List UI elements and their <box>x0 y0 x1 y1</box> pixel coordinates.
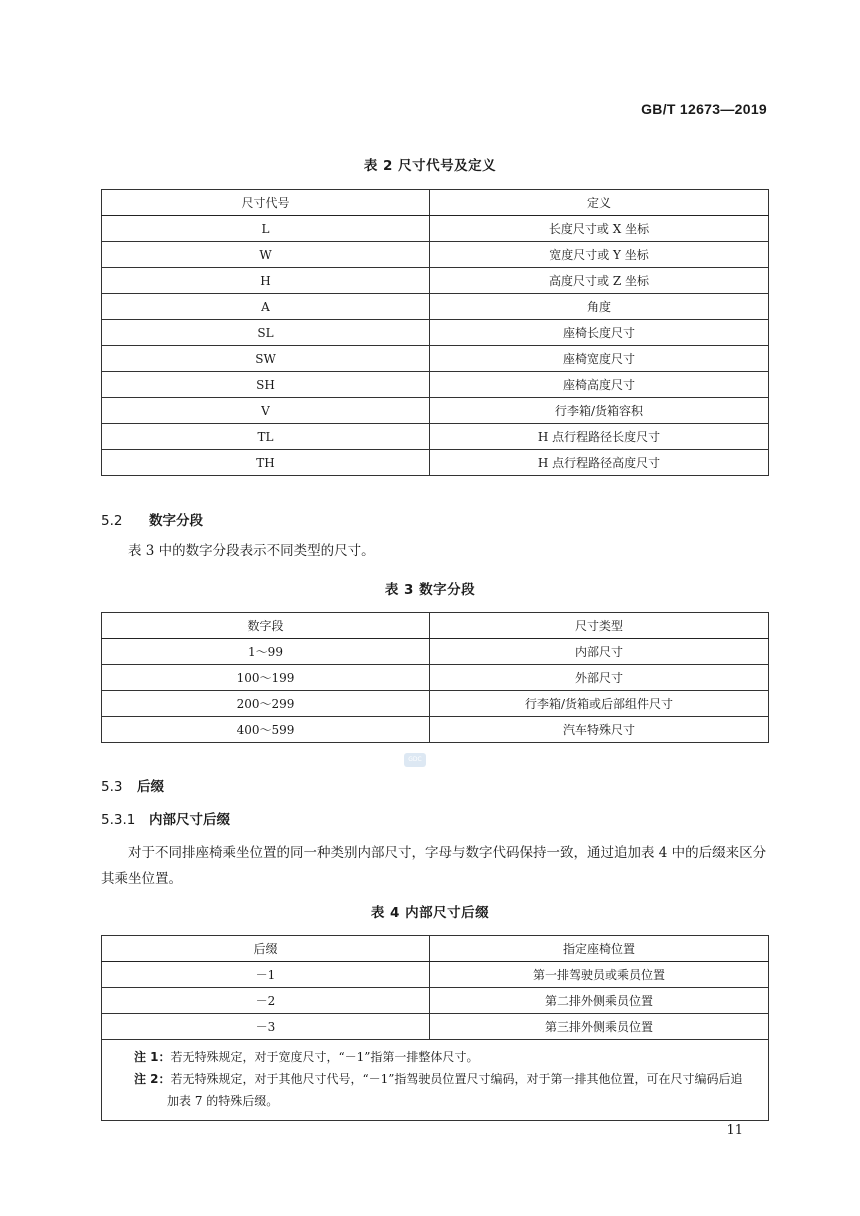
table2-code: W <box>102 242 430 268</box>
table2-code: TH <box>102 450 430 476</box>
table2-code: V <box>102 398 430 424</box>
table2-definition: 座椅高度尺寸 <box>430 372 769 398</box>
table3-segment: 1～99 <box>102 639 430 665</box>
section-5-3-1-heading <box>101 808 230 828</box>
table2-definition: H 点行程路径高度尺寸 <box>430 450 769 476</box>
table4-position: 第三排外侧乘员位置 <box>430 1014 769 1040</box>
table-row <box>102 216 769 242</box>
table-row <box>102 372 769 398</box>
table2-code: TL <box>102 424 430 450</box>
table3-header-type: 尺寸类型 <box>430 613 769 639</box>
table-row <box>102 962 769 988</box>
table3-segment: 200～299 <box>102 691 430 717</box>
table-row <box>102 988 769 1014</box>
section-number: 5.2 <box>101 513 123 529</box>
table2-code: H <box>102 268 430 294</box>
table2-definition: 座椅长度尺寸 <box>430 320 769 346</box>
table4-caption: 表 4 内部尺寸后缀 <box>370 905 490 921</box>
table3-header-segment: 数字段 <box>102 613 430 639</box>
table-row <box>102 242 769 268</box>
table4-note-1 <box>134 1046 758 1068</box>
table-row <box>102 717 769 743</box>
note-continuation: 加表 7 的特殊后缀。 <box>167 1094 279 1108</box>
table4-suffix: －2 <box>102 988 430 1014</box>
table2-definition: 座椅宽度尺寸 <box>430 346 769 372</box>
table2-definition: 角度 <box>430 294 769 320</box>
table-row <box>102 450 769 476</box>
table4-notes <box>102 1040 769 1121</box>
table3-type: 内部尺寸 <box>430 639 769 665</box>
table2-definition: 宽度尺寸或 Y 坐标 <box>430 242 769 268</box>
table-row <box>102 320 769 346</box>
section-title: 数字分段 <box>149 513 203 529</box>
page-number: 11 <box>726 1123 743 1138</box>
note-text: 若无特殊规定，对于宽度尺寸，“－1”指第一排整体尺寸。 <box>170 1050 479 1064</box>
table2-code: SW <box>102 346 430 372</box>
table2-definition: 行李箱/货箱容积 <box>430 398 769 424</box>
table4-position: 第一排驾驶员或乘员位置 <box>430 962 769 988</box>
standard-code: GB/T 12673—2019 <box>641 101 767 117</box>
note-text: 若无特殊规定，对于其他尺寸代号，“－1”指驾驶员位置尺寸编码，对于第一排其他位置，可在尺寸编码后追 <box>170 1072 743 1086</box>
table3-header-row <box>102 613 769 639</box>
table2-code: SL <box>102 320 430 346</box>
table4-position: 第二排外侧乘员位置 <box>430 988 769 1014</box>
section-5-2-heading <box>101 509 203 529</box>
note-label: 注 2： <box>134 1072 171 1086</box>
table4-header-suffix: 后缀 <box>102 936 430 962</box>
table3-segment: 100～199 <box>102 665 430 691</box>
section-title: 后缀 <box>137 779 164 795</box>
table4-suffix: －3 <box>102 1014 430 1040</box>
table2-header-definition: 定义 <box>430 190 769 216</box>
table2-header-row <box>102 190 769 216</box>
table4-header-position: 指定座椅位置 <box>430 936 769 962</box>
table3 <box>101 612 769 743</box>
watermark-logo: GDC <box>404 753 426 767</box>
table3-caption: 表 3 数字分段 <box>384 582 476 598</box>
section-number: 5.3.1 <box>101 812 136 828</box>
table-row <box>102 665 769 691</box>
table2-code: SH <box>102 372 430 398</box>
table2-definition: H 点行程路径长度尺寸 <box>430 424 769 450</box>
table2-definition: 高度尺寸或 Z 坐标 <box>430 268 769 294</box>
note-label: 注 1： <box>134 1050 171 1064</box>
table-row <box>102 398 769 424</box>
table3-segment: 400～599 <box>102 717 430 743</box>
section-5-2-paragraph: 表 3 中的数字分段表示不同类型的尺寸。 <box>128 543 375 559</box>
table2-definition: 长度尺寸或 X 坐标 <box>430 216 769 242</box>
table2 <box>101 189 769 476</box>
table-row <box>102 691 769 717</box>
table3-type: 汽车特殊尺寸 <box>430 717 769 743</box>
table-row <box>102 639 769 665</box>
section-5-3-heading <box>101 775 164 795</box>
table2-code: A <box>102 294 430 320</box>
table4-note-2 <box>134 1068 758 1112</box>
table-row <box>102 294 769 320</box>
table-row <box>102 424 769 450</box>
table3-type: 行李箱/货箱或后部组件尺寸 <box>430 691 769 717</box>
table4 <box>101 935 769 1121</box>
table4-suffix: －1 <box>102 962 430 988</box>
table4-header-row <box>102 936 769 962</box>
table2-header-code: 尺寸代号 <box>102 190 430 216</box>
table-row <box>102 346 769 372</box>
section-number: 5.3 <box>101 779 123 795</box>
table2-caption: 表 2 尺寸代号及定义 <box>363 158 497 174</box>
section-title: 内部尺寸后缀 <box>149 812 230 828</box>
table2-code: L <box>102 216 430 242</box>
table-row <box>102 268 769 294</box>
table3-type: 外部尺寸 <box>430 665 769 691</box>
table4-notes-row <box>102 1040 769 1121</box>
section-5-3-1-paragraph: 对于不同排座椅乘坐位置的同一种类别内部尺寸，字母与数字代码保持一致，通过追加表 4 中的后缀来区分其乘坐位置。 <box>101 845 767 887</box>
table-row <box>102 1014 769 1040</box>
